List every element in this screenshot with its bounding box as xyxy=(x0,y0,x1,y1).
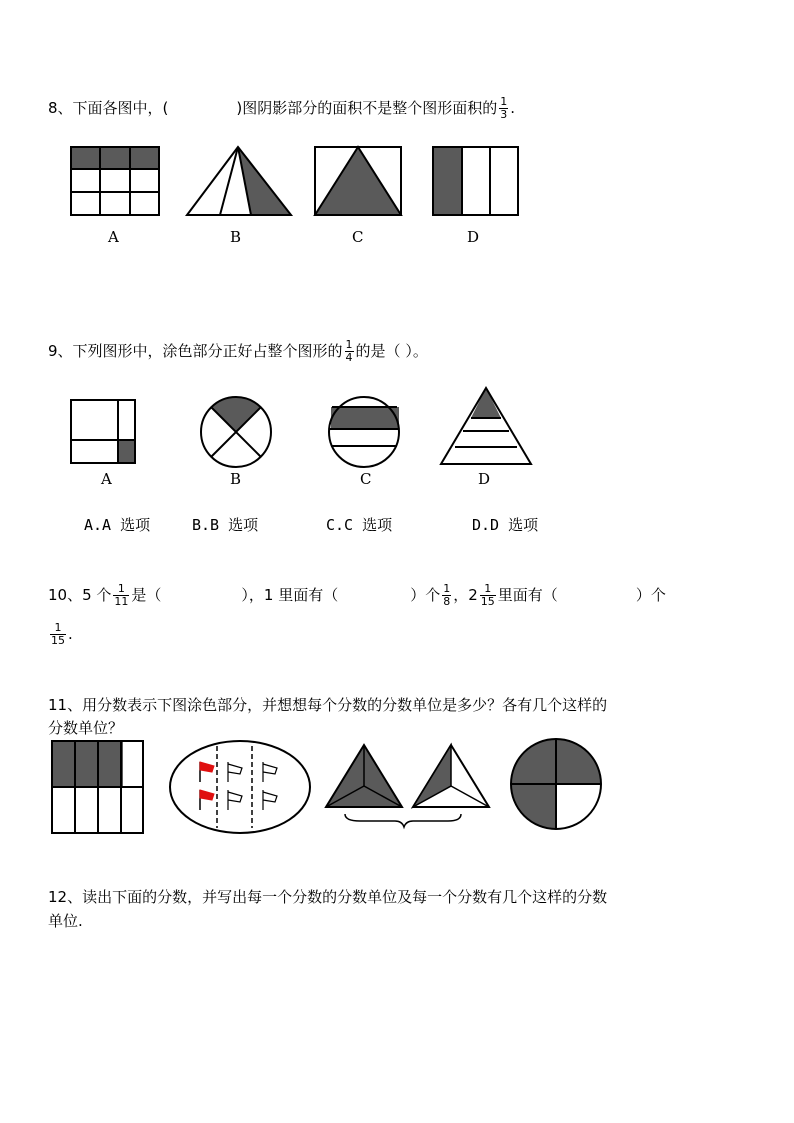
q9-option-b[interactable]: B.B 选项 xyxy=(192,516,259,534)
q8-label-b: B xyxy=(230,228,242,246)
q12-line2: 单位. xyxy=(48,912,83,930)
q11-figure-flags xyxy=(170,741,310,833)
q11-figure-circle xyxy=(511,739,601,829)
q9-figure-d xyxy=(441,388,531,464)
q8-end: . xyxy=(510,99,516,117)
q9-label-c: C xyxy=(360,470,372,488)
q10-part2: 是（ xyxy=(131,586,162,604)
q10-part1: 10、5 个 xyxy=(48,586,112,604)
q10-f4-num: 1 xyxy=(50,622,66,635)
q9-frac-den: 4 xyxy=(345,351,353,364)
q8-prefix: 8、下面各图中，( xyxy=(48,99,169,117)
q9-option-c[interactable]: C.C 选项 xyxy=(326,516,393,534)
q8-label-c: C xyxy=(352,228,364,246)
q10-fraction-3 xyxy=(480,583,496,608)
red-flag-icon xyxy=(200,762,214,782)
q10-fraction-2 xyxy=(442,583,451,608)
q8-frac-num: 1 xyxy=(500,95,508,108)
q8-figure-d xyxy=(433,147,518,215)
q10-end: . xyxy=(68,625,73,643)
q9-figure-c xyxy=(329,397,399,467)
q9-prefix: 9、下列图形中，涂色部分正好占整个图形的 xyxy=(48,342,343,360)
q11-line2: 分数单位？ xyxy=(48,719,124,737)
q9-text xyxy=(48,339,428,364)
q10-f1-den: 11 xyxy=(114,595,129,608)
q10-text xyxy=(48,583,666,608)
q10-part6: 里面有（ xyxy=(497,586,558,604)
q9-label-b: B xyxy=(230,470,242,488)
q9-suffix: 的是（ ）。 xyxy=(355,342,428,360)
q10-part5: ，2 xyxy=(453,586,478,604)
q10-f3-num: 1 xyxy=(480,583,496,596)
q10-part7: ）个 xyxy=(635,586,666,604)
q10-f4-den: 15 xyxy=(51,634,65,647)
q10-fraction-1 xyxy=(113,583,129,608)
q9-label-a: A xyxy=(101,470,112,488)
q8-figure-a xyxy=(71,147,159,215)
red-flag-icon xyxy=(200,790,214,810)
q9-option-d[interactable]: D.D 选项 xyxy=(472,516,539,534)
q10-text-line2 xyxy=(48,622,73,647)
q8-label-a: A xyxy=(108,228,119,246)
q10-f2-den: 8 xyxy=(443,595,451,608)
q8-label-d: D xyxy=(467,228,480,246)
q8-figure-c xyxy=(315,147,401,215)
outline-flag-icon xyxy=(263,762,277,782)
q10-part4: ）个 xyxy=(410,586,441,604)
q8-frac-den: 3 xyxy=(500,108,508,121)
outline-flag-icon xyxy=(263,790,277,810)
outline-flag-icon xyxy=(228,762,242,782)
q12-line1: 12、读出下面的分数，并写出每一个分数的分数单位及每一个分数有几个这样的分数 xyxy=(48,888,608,906)
q9-figure-b xyxy=(201,396,271,467)
q10-f2-num: 1 xyxy=(443,582,451,595)
q10-fraction-4 xyxy=(50,622,66,647)
q11-figure-grid xyxy=(52,741,143,833)
q10-part3: ），1 里面有（ xyxy=(241,586,339,604)
q8-figure-b xyxy=(187,147,291,215)
outline-flag-icon xyxy=(228,790,242,810)
q10-f3-den: 15 xyxy=(480,595,495,608)
q9-fraction xyxy=(345,339,354,364)
q11-line1: 11、用分数表示下图涂色部分，并想想每个分数的分数单位是多少？各有几个这样的 xyxy=(48,696,608,714)
q8-suffix: )图阴影部分的面积不是整个图形面积的 xyxy=(236,99,498,117)
q9-figure-a xyxy=(71,400,135,463)
q9-frac-num: 1 xyxy=(345,338,353,351)
q9-option-a[interactable]: A.A 选项 xyxy=(84,516,151,534)
q11-figure-triangles xyxy=(326,745,489,827)
q9-label-d: D xyxy=(478,470,491,488)
q10-f1-num: 1 xyxy=(113,583,129,596)
